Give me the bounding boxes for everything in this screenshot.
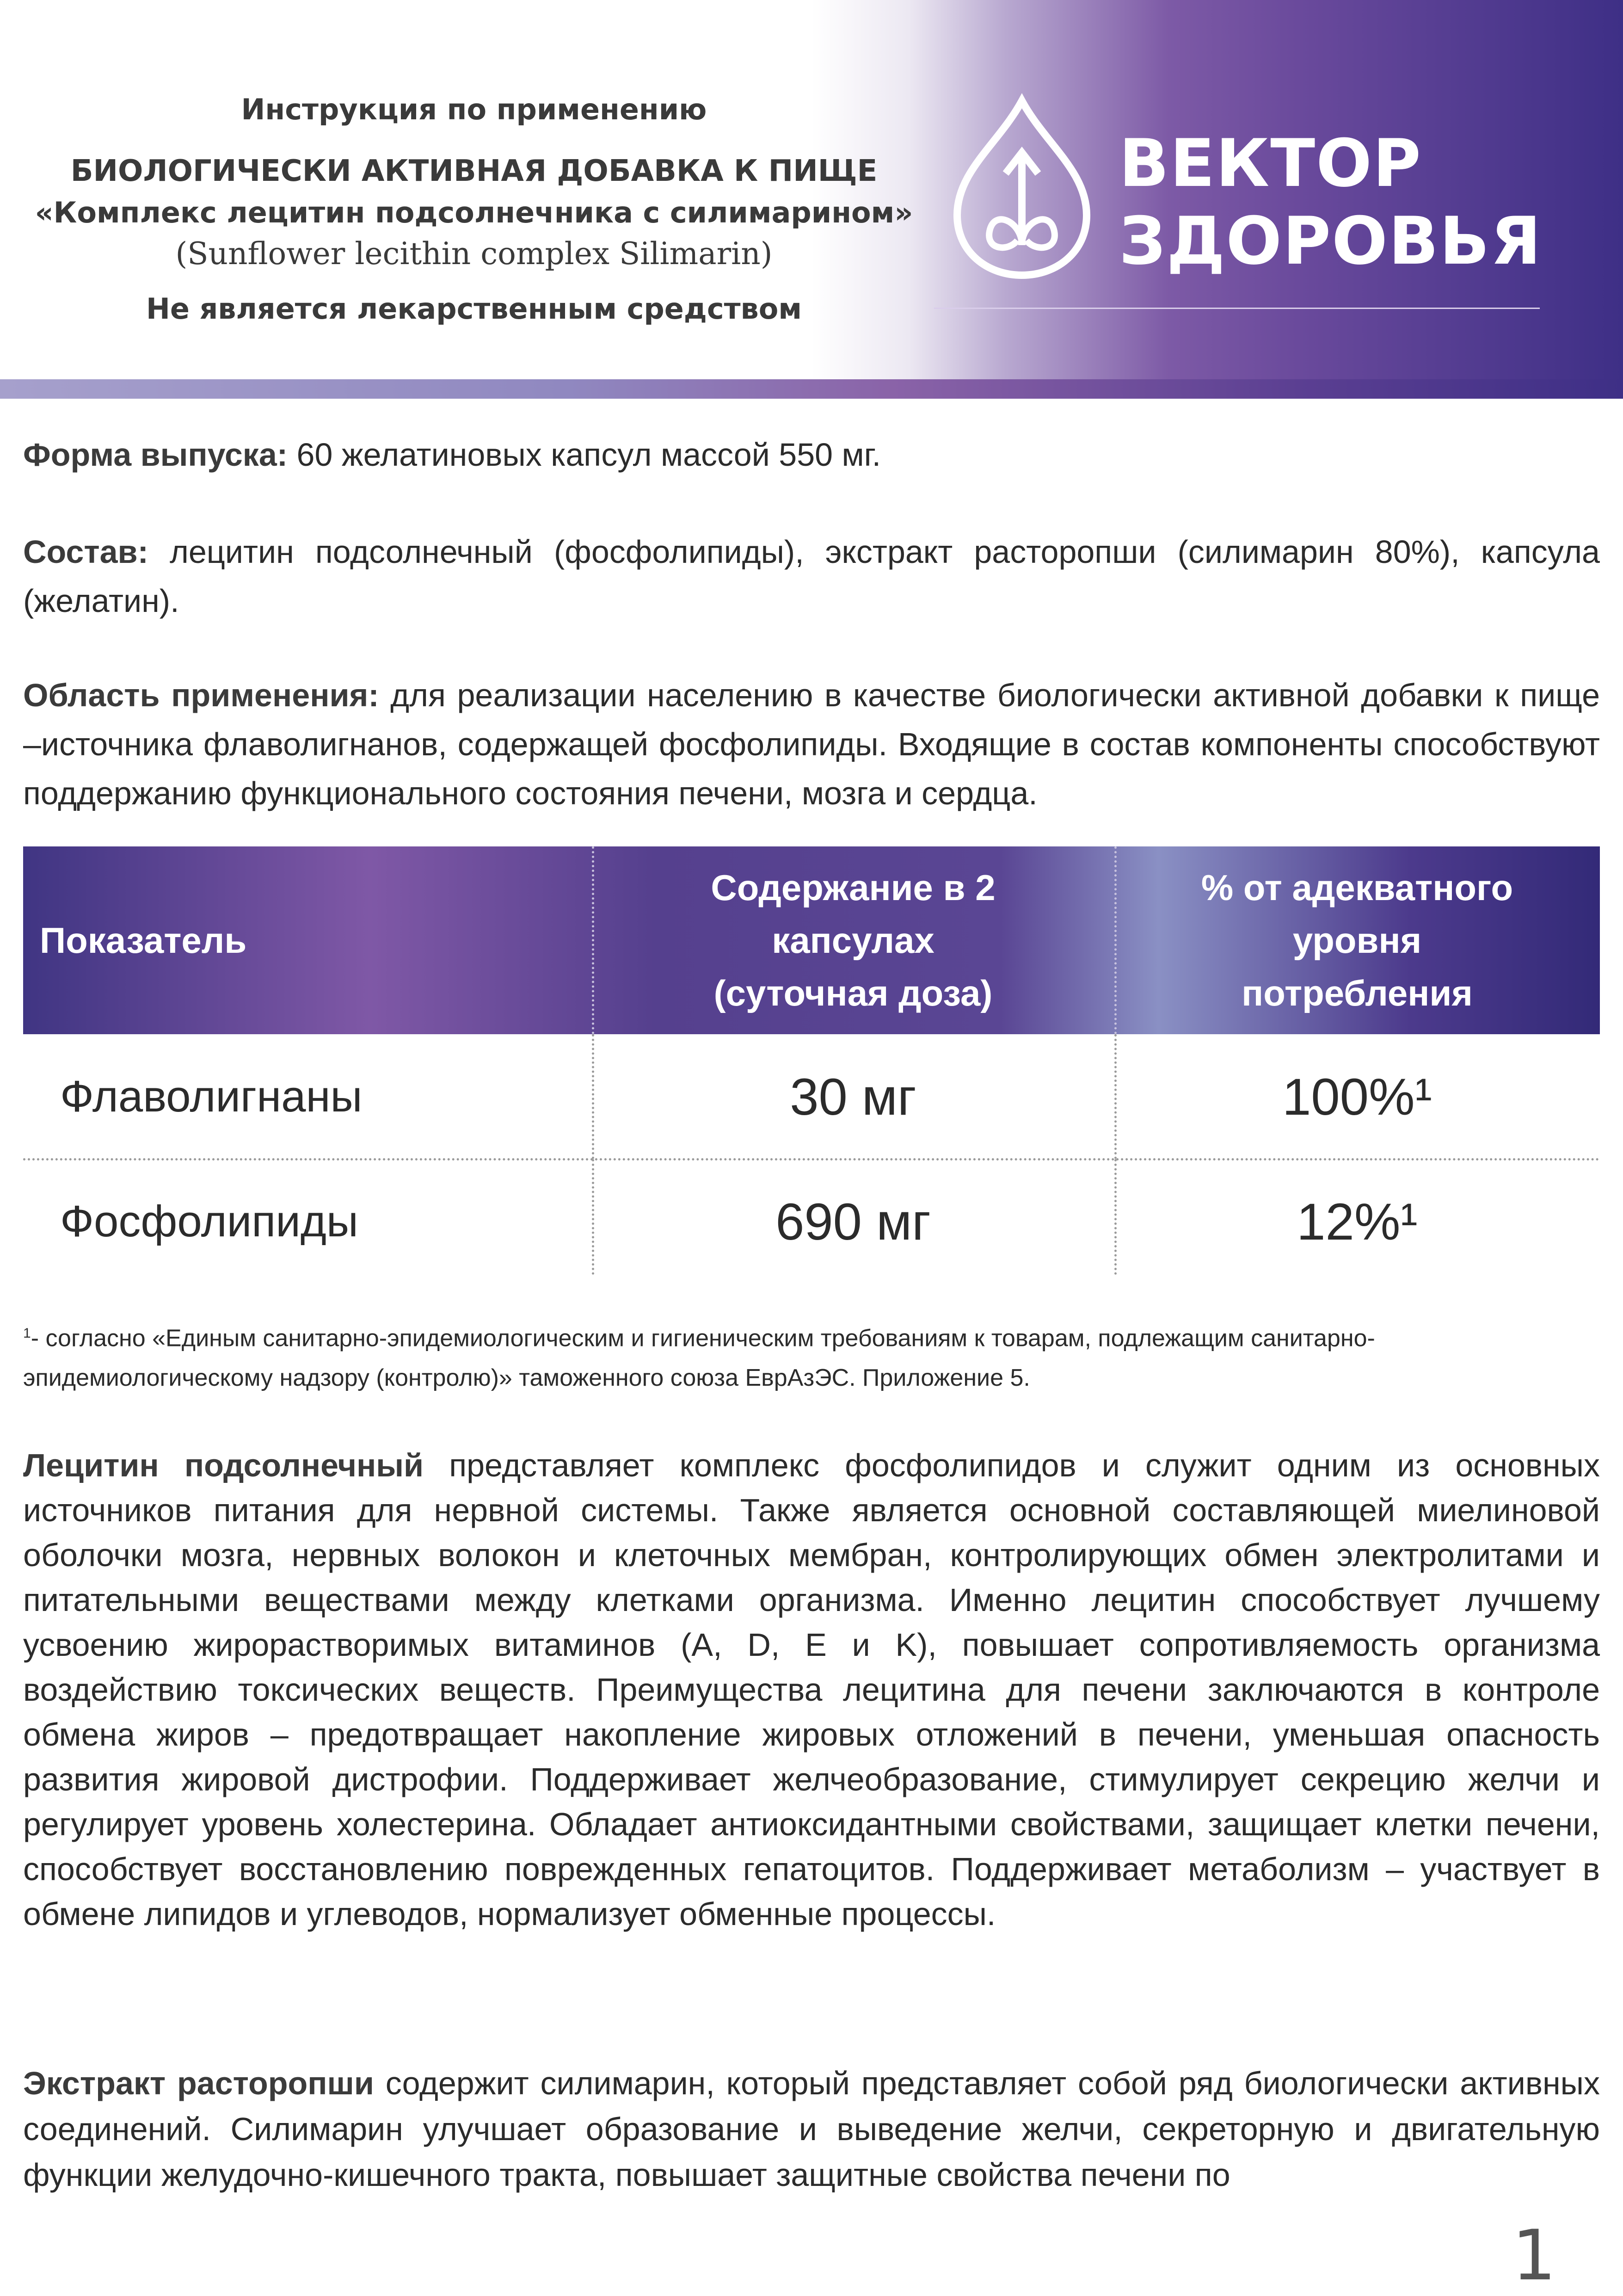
row-percent: 12%¹	[1297, 1192, 1418, 1251]
table-row	[23, 1034, 1600, 1159]
composition-label: Состав:	[23, 534, 148, 570]
form-label: Форма выпуска:	[23, 437, 288, 473]
brand-divider	[934, 308, 1540, 309]
header-percent	[1114, 846, 1600, 1034]
application-text: для реализации населению в качестве биологически активной добавки к пище –источника флаволигнанов, содержащей фосфолипиды. Входящие в состав компоненты способствуют поддержанию функционального состояния печени, мозга и сердца.	[23, 677, 1600, 811]
thistle-paragraph	[23, 2061, 1600, 2198]
product-name-ru: «Комплекс лецитин подсолнечника с силимарином»	[35, 196, 913, 229]
table-row	[23, 1159, 1600, 1284]
instruction-title: Инструкция по применению	[241, 93, 707, 126]
header-content	[592, 846, 1114, 1034]
footnote-text: - согласно «Единым санитарно-эпидемиологическим и гигиеническим требованиям к товарам, подлежащим санитарно-эпидемиологическому надзору (контролю)» таможенного союза ЕврАзЭС. Приложение 5.	[23, 1325, 1375, 1392]
thistle-text: содержит силимарин, который представляет собой ряд биологически активных соединений. Силимарин улучшает образование и выведение желчи, секреторную и двигательную функции желудочно-кишечного тракта, повышает защитные свойства печени по	[23, 2065, 1600, 2193]
nutrition-table	[23, 846, 1600, 1284]
lecithin-text: представляет комплекс фосфолипидов и служит одним из основных источников питания для нервной системы. Также является основной составляющей миелиновой оболочки мозга, нервных волокон и клеточных мембран, контролирующих обмен электролитами и питательными веществами между клетками организма. Именно лецитин способствует лучшему усвоению жирорастворимых витаминов (A, D, E и K), повышает сопротивляемость организма воздействию токсических веществ. Преимущества лецитина для печени заключаются в контроле обмена жиров – предотвращает накопление жировых отложений в печени, уменьшая опасность развития жировой дистрофии. Поддерживает желчеобразование, стимулирует секрецию желчи и регулирует уровень холестерина. Обладает антиоксидантными свойствами, защищает клетки печени, способствует восстановлению поврежденных гепатоцитов. Поддерживает метаболизм – участвует в обмене липидов и углеводов, нормализует обменные процессы.	[23, 1447, 1600, 1932]
application-paragraph	[23, 671, 1600, 818]
cell-separator	[1114, 1159, 1117, 1275]
header-indicator: Показатель	[40, 920, 247, 961]
application-label: Область применения:	[23, 677, 379, 713]
row-percent: 100%¹	[1282, 1068, 1432, 1126]
footnote	[23, 1314, 1605, 1398]
header-percent-text: % от адекватного уровня потребления	[1201, 867, 1513, 1013]
table-header	[23, 846, 1600, 1034]
drop-leaf-logo-icon	[943, 93, 1100, 282]
lecithin-label: Лецитин подсолнечный	[23, 1447, 424, 1483]
row-amount: 690 мг	[775, 1192, 931, 1251]
composition-text: лецитин подсолнечный (фосфолипиды), экстракт расторопши (силимарин 80%), капсула (желатин).	[23, 534, 1600, 619]
cell-separator	[592, 1159, 594, 1275]
row-name: Флаволигнаны	[60, 1072, 363, 1121]
header-gradient-band	[0, 379, 1623, 399]
brand-line-1: ВЕКТОР	[1119, 125, 1422, 202]
cell-separator	[1114, 1034, 1117, 1159]
form-text: 60 желатиновых капсул массой 550 мг.	[288, 437, 881, 473]
header-content-text: Содержание в 2 капсулах (суточная доза)	[711, 867, 996, 1013]
cell-separator	[592, 1034, 594, 1159]
row-name: Фосфолипиды	[60, 1197, 358, 1246]
header-banner	[0, 0, 1623, 379]
footnote-mark: 1	[23, 1326, 31, 1341]
row-amount: 30 мг	[790, 1068, 916, 1126]
thistle-label: Экстракт расторопши	[23, 2065, 374, 2101]
page-number: 1	[1512, 2216, 1556, 2296]
product-name-en: (Sunflower lecithin complex Silimarin)	[175, 236, 773, 272]
form-paragraph	[23, 430, 1600, 479]
not-medicine-note: Не является лекарственным средством	[146, 292, 802, 326]
header-separator	[592, 846, 594, 1034]
brand-name	[1119, 125, 1542, 280]
brand-line-2: ЗДОРОВЬЯ	[1119, 203, 1542, 279]
header-text-block	[0, 93, 948, 326]
composition-paragraph	[23, 527, 1600, 625]
lecithin-paragraph	[23, 1443, 1600, 1937]
header-separator	[1114, 846, 1117, 1034]
supplement-title: БИОЛОГИЧЕСКИ АКТИВНАЯ ДОБАВКА К ПИЩЕ	[70, 154, 878, 188]
